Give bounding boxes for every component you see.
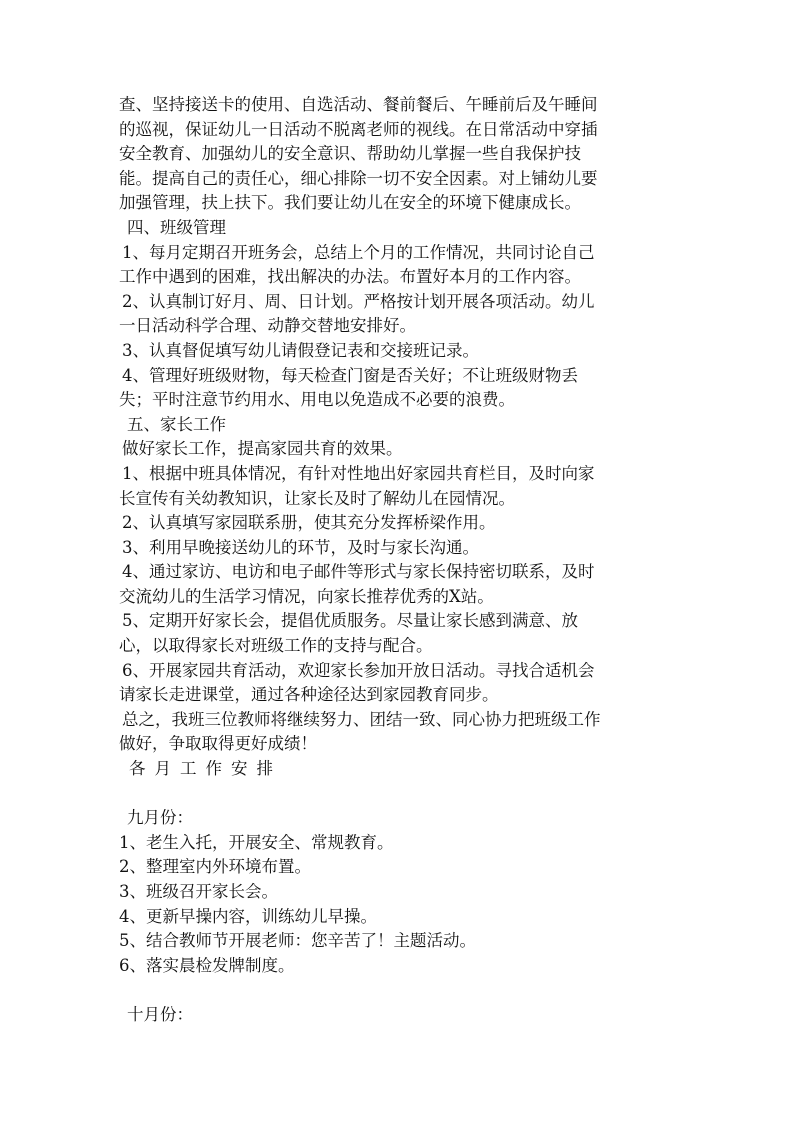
document-page bbox=[119, 93, 679, 1028]
text-line: 3、利用早晚接送幼儿的环节，及时与家长沟通。 bbox=[122, 537, 479, 557]
text-line: 能。提高自己的责任心，细心排除一切不安全因素。对上铺幼儿要 bbox=[119, 168, 598, 188]
text-line: 4、通过家访、电访和电子邮件等形式与家长保持密切联系，及时 bbox=[122, 562, 595, 582]
text-line: 一日活动科学合理、动静交替地安排好。 bbox=[119, 316, 416, 336]
month-heading-october: 十月份： bbox=[127, 1004, 193, 1024]
text-line: 5、结合教师节开展老师：您辛苦了！主题活动。 bbox=[119, 931, 476, 951]
text-line: 5、定期开好家长会，提倡优质服务。尽量让家长感到满意、放 bbox=[122, 611, 578, 631]
text-line: 4、管理好班级财物，每天检查门窗是否关好；不让班级财物丢 bbox=[122, 365, 578, 385]
text-line: 加强管理，扶上扶下。我们要让幼儿在安全的环境下健康成长。 bbox=[119, 193, 581, 213]
text-line: 安全教育、加强幼儿的安全意识、帮助幼儿掌握一些自我保护技 bbox=[119, 144, 581, 164]
text-line: 做好，争取取得更好成绩！ bbox=[119, 734, 317, 754]
text-line: 做好家长工作，提高家园共育的效果。 bbox=[122, 439, 403, 459]
text-line: 2、认真制订好月、周、日计划。严格按计划开展各项活动。幼儿 bbox=[122, 291, 595, 311]
text-line: 交流幼儿的生活学习情况，向家长推荐优秀的X站。 bbox=[119, 586, 494, 606]
blank-line bbox=[119, 978, 679, 1003]
text-line: 2、认真填写家园联系册，使其充分发挥桥梁作用。 bbox=[122, 513, 496, 533]
text-line: 的巡视，保证幼儿一日活动不脱离老师的视线。在日常活动中穿插 bbox=[119, 119, 598, 139]
text-line: 失；平时注意节约用水、用电以免造成不必要的浪费。 bbox=[119, 390, 515, 410]
text-line: 1、老生入托，开展安全、常规教育。 bbox=[119, 832, 394, 852]
text-line: 工作中遇到的困难，找出解决的办法。布置好本月的工作内容。 bbox=[119, 267, 581, 287]
text-line: 总之，我班三位教师将继续努力、团结一致、同心协力把班级工作 bbox=[122, 709, 601, 729]
text-line: 查、坚持接送卡的使用、自选活动、餐前餐后、午睡前后及午睡间 bbox=[119, 95, 598, 114]
section-heading-class-management: 四、班级管理 bbox=[127, 217, 226, 237]
text-line: 2、整理室内外环境布置。 bbox=[119, 857, 311, 877]
month-heading-september: 九月份： bbox=[127, 808, 193, 828]
text-line: 心，以取得家长对班级工作的支持与配合。 bbox=[119, 636, 433, 656]
text-line: 6、开展家园共育活动，欢迎家长参加开放日活动。寻找合适机会 bbox=[122, 660, 595, 680]
text-line: 3、认真督促填写幼儿请假登记表和交接班记录。 bbox=[122, 340, 479, 360]
text-line: 3、班级召开家长会。 bbox=[119, 882, 278, 901]
text-line: 1、每月定期召开班务会，总结上个月的工作情况，共同讨论自己 bbox=[122, 242, 595, 262]
text-line: 6、落实晨检发牌制度。 bbox=[119, 955, 295, 975]
text-line: 长宣传有关幼教知识，让家长及时了解幼儿在园情况。 bbox=[119, 488, 515, 508]
monthly-plan-heading: 各月工作安排 bbox=[129, 759, 282, 779]
text-line: 4、更新早操内容，训练幼儿早操。 bbox=[119, 906, 377, 926]
blank-line bbox=[119, 782, 679, 807]
text-line: 请家长走进课堂，通过各种途径达到家园教育同步。 bbox=[119, 685, 499, 705]
section-heading-parent-work: 五、家长工作 bbox=[127, 414, 226, 434]
text-line: 1、根据中班具体情况，有针对性地出好家园共育栏目，及时向家 bbox=[122, 463, 595, 483]
